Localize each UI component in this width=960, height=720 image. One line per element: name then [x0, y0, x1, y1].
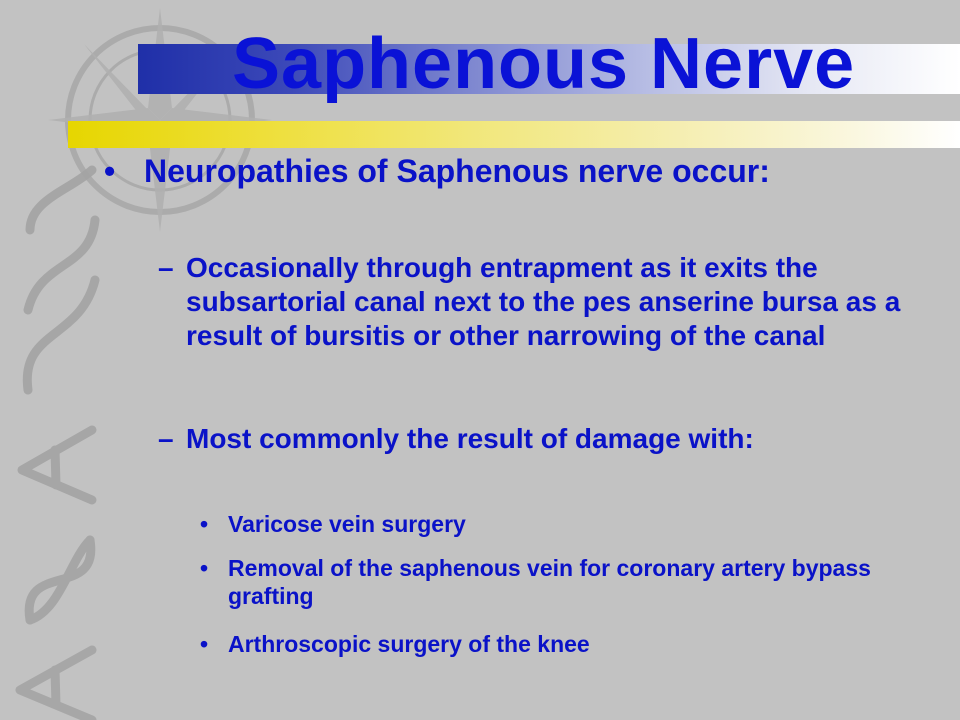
bullet-icon: •: [200, 511, 209, 537]
bullet-level3-text: Removal of the saphenous vein for coronary artery bypass grafting: [228, 555, 871, 609]
bullet-level1-text: Neuropathies of Saphenous nerve occur:: [144, 153, 770, 189]
bullet-level3-text: Arthroscopic surgery of the knee: [228, 631, 590, 657]
bullet-icon: •: [104, 153, 116, 189]
dash-icon: –: [158, 252, 174, 283]
bullet-icon: •: [200, 555, 209, 581]
slide-title: Saphenous Nerve: [232, 24, 856, 104]
dash-icon: –: [158, 423, 174, 454]
bullet-icon: •: [200, 631, 209, 657]
bullet-level2-text: Most commonly the result of damage with:: [186, 423, 754, 454]
bullet-level3-text: Varicose vein surgery: [228, 511, 466, 537]
bullet-level2-text: Occasionally through entrapment as it exits the subsartorial canal next to the pes anserine bursa as a result of bursitis or other narrowing of the canal: [186, 252, 901, 351]
